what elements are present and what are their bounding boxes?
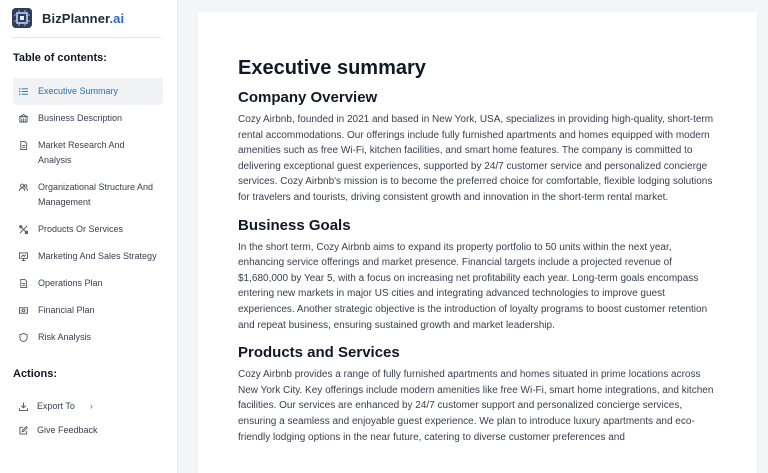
section-heading-company-overview: Company Overview bbox=[238, 89, 378, 106]
toc-list bbox=[13, 78, 163, 351]
tools-icon bbox=[19, 222, 29, 237]
document-panel bbox=[198, 12, 757, 473]
building-icon bbox=[19, 111, 29, 126]
document bbox=[238, 56, 716, 445]
toc-item-label: Products Or Services bbox=[38, 224, 124, 234]
toc-item-label: Operations Plan bbox=[38, 278, 103, 288]
logo-icon bbox=[12, 8, 32, 28]
toc-item-products-or-services[interactable] bbox=[13, 216, 163, 243]
toc-item-business-description[interactable] bbox=[13, 105, 163, 132]
give-feedback-label: Give Feedback bbox=[37, 424, 98, 435]
brand[interactable] bbox=[12, 6, 124, 30]
toc-item-label: Executive Summary bbox=[38, 86, 119, 96]
shield-icon bbox=[19, 330, 29, 345]
export-to-label: Export To bbox=[37, 400, 75, 411]
page-title: Executive summary bbox=[238, 57, 426, 79]
toc-title: Table of contents: bbox=[13, 52, 107, 64]
toc-item-label: Market Research And Analysis bbox=[38, 140, 125, 165]
actions-list bbox=[13, 394, 163, 442]
section-body-company-overview: Cozy Airbnb, founded in 2021 and based in New York, USA, specializes in providing high-quality, short-term rental accommodations. Our offerings include fully furnished apartments and homes equipped with modern amenities such as free Wi-Fi, kitchen facilities, and smart home features. The company is committed to delivering exceptional guest experiences, supported by 24/7 customer service and personalized concierge services. Cozy Airbnb's mission is to become the preferred choice for comfortable, flexible lodging solutions for travelers and tourists, driving consistent growth and innovation in the short-term rental market. bbox=[238, 114, 714, 203]
toc-item-financial-plan[interactable] bbox=[13, 297, 163, 324]
presentation-icon bbox=[19, 249, 29, 264]
chevron-right-icon: › bbox=[89, 400, 93, 411]
toc-item-risk-analysis[interactable] bbox=[13, 324, 163, 351]
section-body-business-goals: In the short term, Cozy Airbnb aims to expand its property portfolio to 50 units within the next year, enhancing service offerings and market presence. Financial targets include a projected revenue of $1,680,000 by Year 5, with a focus on increasing net profitability each year. Long-term goals encompass entering new markets in major US cities and integrating advanced technologies to improve guest experiences. Another strategic objective is the introduction of loyalty programs to boost customer retention and repeat business, ensuring sustained growth and market leadership. bbox=[238, 241, 708, 331]
section-body-products-services: Cozy Airbnb provides a range of fully furnished apartments and homes situated in prime locations across New York City. Key offerings include modern amenities like free Wi-Fi, smart home integrations, and kitchen facilities. Our services are enhanced by 24/7 customer support and personalized concierge services, ensuring a seamless and enjoyable guest experience. We plan to introduce luxury apartments and eco-friendly lodging options in the near future, catering to diverse customer preferences and bbox=[238, 369, 714, 443]
document-icon bbox=[19, 138, 29, 153]
toc-item-operations-plan[interactable] bbox=[13, 270, 163, 297]
toc-item-label: Financial Plan bbox=[38, 305, 95, 315]
edit-icon bbox=[19, 426, 28, 435]
download-icon bbox=[19, 402, 28, 411]
give-feedback-button[interactable] bbox=[13, 418, 163, 442]
money-icon bbox=[19, 303, 29, 318]
divider bbox=[12, 37, 161, 38]
toc-item-label: Organizational Structure And Management bbox=[38, 182, 154, 207]
toc-item-label: Risk Analysis bbox=[38, 332, 92, 342]
section-heading-products-services: Products and Services bbox=[238, 344, 400, 362]
toc-item-market-research[interactable] bbox=[13, 132, 163, 174]
toc-item-label: Business Description bbox=[38, 113, 123, 123]
document-icon bbox=[19, 276, 29, 291]
users-icon bbox=[19, 180, 29, 195]
toc-item-organizational-structure[interactable] bbox=[13, 174, 163, 216]
toc-item-label: Marketing And Sales Strategy bbox=[38, 251, 157, 261]
toc-item-marketing-sales[interactable] bbox=[13, 243, 163, 270]
toc-item-executive-summary[interactable] bbox=[13, 78, 163, 105]
actions-title: Actions: bbox=[13, 368, 57, 380]
section-heading-business-goals: Business Goals bbox=[238, 216, 351, 234]
sidebar bbox=[0, 0, 178, 473]
brand-name: BizPlanner.ai bbox=[42, 10, 125, 26]
list-icon bbox=[19, 84, 29, 99]
export-to-button[interactable] bbox=[13, 394, 163, 418]
